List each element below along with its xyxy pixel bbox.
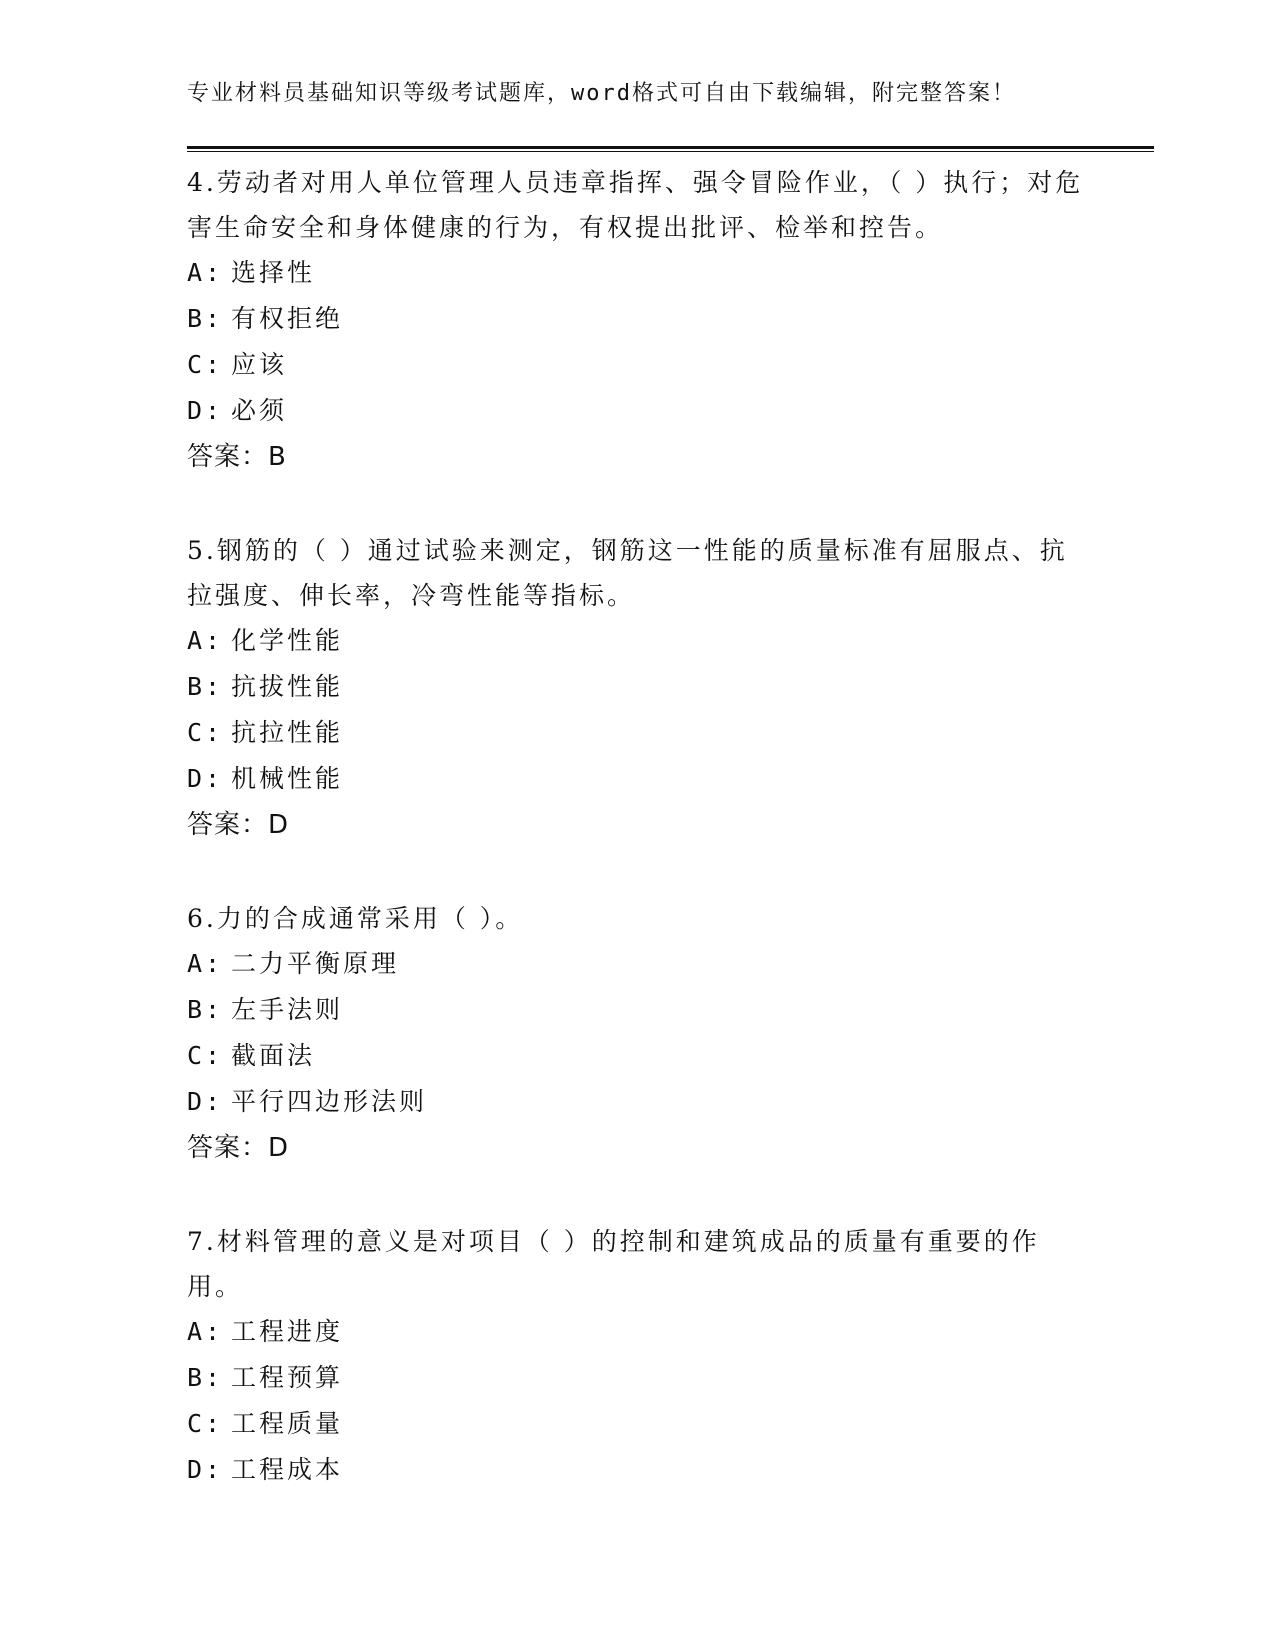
option-b	[187, 987, 1087, 1033]
option-a	[187, 250, 1087, 296]
document-header: 专业材料员基础知识等级考试题库，word格式可自由下载编辑，附完整答案！	[187, 81, 1016, 106]
question-text: 6.力的合成通常采用（ ）。	[187, 904, 524, 933]
option-a	[187, 618, 1087, 664]
option-a	[187, 1309, 1087, 1355]
option-letter: A:	[187, 258, 224, 287]
header-rule-thick	[187, 146, 1154, 149]
option-a	[187, 941, 1087, 987]
option-letter: D:	[187, 764, 224, 793]
option-text: 有权拒绝	[231, 304, 344, 333]
option-c	[187, 710, 1087, 756]
option-letter: A:	[187, 949, 224, 978]
answer: 答案：D	[187, 1133, 290, 1163]
option-c	[187, 342, 1087, 388]
option-c	[187, 1401, 1087, 1447]
option-text: 必须	[231, 396, 288, 425]
question-text: 5.钢筋的（ ）通过试验来测定，钢筋这一性能的质量标准有屈服点、抗拉强度、伸长率，冷弯性能等指标。	[187, 536, 1068, 610]
option-text: 应该	[231, 350, 288, 379]
option-b	[187, 664, 1087, 710]
question-7	[187, 1219, 1087, 1493]
option-letter: B:	[187, 995, 224, 1024]
option-letter: D:	[187, 396, 224, 425]
option-letter: C:	[187, 1409, 224, 1438]
option-text: 工程成本	[231, 1455, 344, 1484]
option-b	[187, 1355, 1087, 1401]
option-text: 工程预算	[231, 1363, 344, 1392]
option-text: 化学性能	[231, 626, 344, 655]
option-text: 机械性能	[231, 764, 344, 793]
option-text: 工程质量	[231, 1409, 344, 1438]
option-letter: D:	[187, 1087, 224, 1116]
option-letter: B:	[187, 1363, 224, 1392]
header-rule-thin	[187, 151, 1154, 152]
question-4	[187, 160, 1087, 480]
option-c	[187, 1033, 1087, 1079]
answer: 答案：B	[187, 442, 287, 472]
option-d	[187, 1079, 1087, 1125]
option-text: 抗拔性能	[231, 672, 344, 701]
option-text: 抗拉性能	[231, 718, 344, 747]
option-letter: A:	[187, 626, 224, 655]
option-text: 平行四边形法则	[231, 1087, 428, 1116]
option-d	[187, 756, 1087, 802]
question-text: 7.材料管理的意义是对项目（ ）的控制和建筑成品的质量有重要的作用。	[187, 1227, 1040, 1301]
question-5	[187, 528, 1087, 848]
option-d	[187, 1447, 1087, 1493]
question-text: 4.劳动者对用人单位管理人员违章指挥、强令冒险作业，（ ）执行；对危害生命安全和身体健康的行为，有权提出批评、检举和控告。	[187, 168, 1084, 242]
answer: 答案：D	[187, 810, 290, 840]
option-text: 左手法则	[231, 995, 344, 1024]
option-text: 截面法	[231, 1041, 316, 1070]
option-letter: D:	[187, 1455, 224, 1484]
option-letter: B:	[187, 672, 224, 701]
option-letter: C:	[187, 350, 224, 379]
option-text: 工程进度	[231, 1317, 344, 1346]
option-letter: A:	[187, 1317, 224, 1346]
option-letter: B:	[187, 304, 224, 333]
option-text: 二力平衡原理	[231, 949, 400, 978]
option-d	[187, 388, 1087, 434]
option-b	[187, 296, 1087, 342]
question-6	[187, 896, 1087, 1171]
option-letter: C:	[187, 718, 224, 747]
option-letter: C:	[187, 1041, 224, 1070]
question-list	[187, 160, 1087, 1541]
option-text: 选择性	[231, 258, 316, 287]
